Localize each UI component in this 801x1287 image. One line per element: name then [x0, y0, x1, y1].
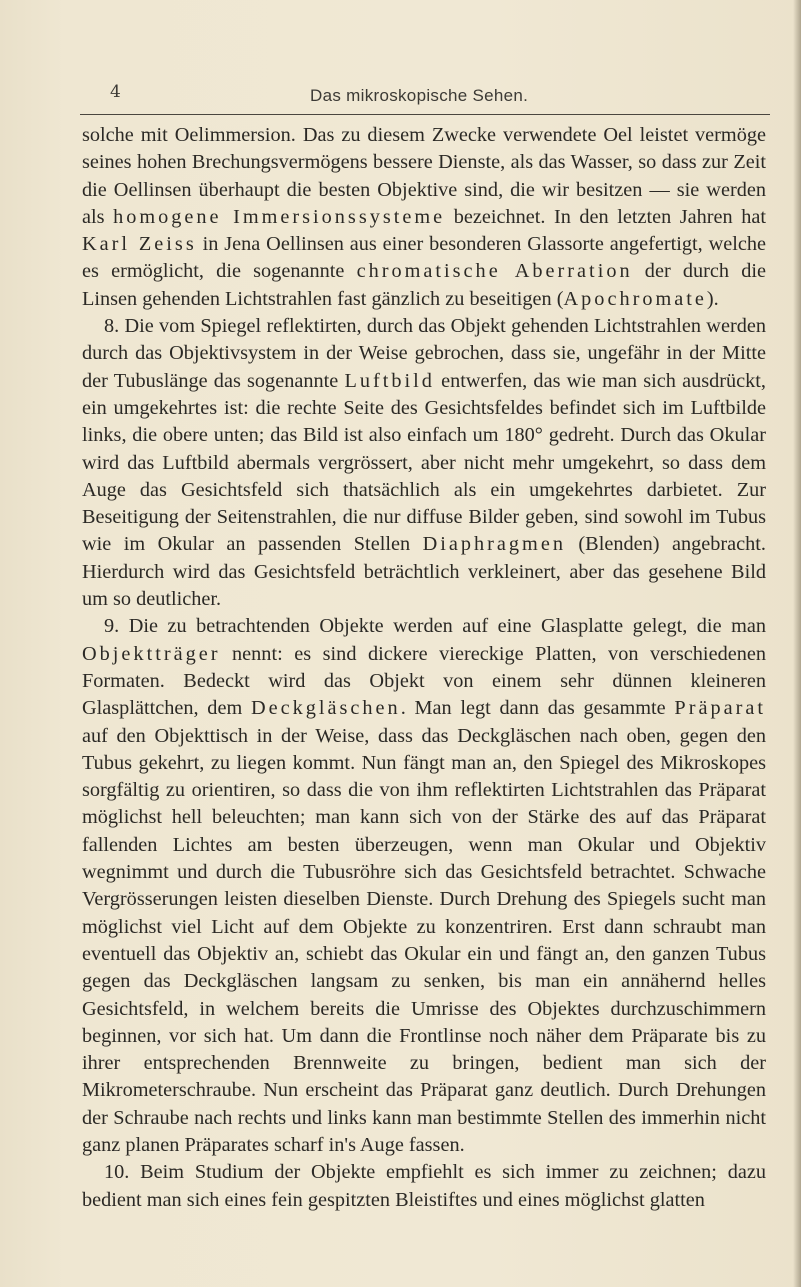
running-title: Das mikroskopische Sehen.: [310, 86, 529, 105]
paragraph: [82, 313, 766, 613]
spaced-term: Objektträger: [82, 642, 221, 665]
spaced-term: Apochromate: [563, 287, 707, 310]
text-run: 8. Die vom Spiegel reflektirten, durch das Objekt gehenden Lichtstrahlen werden durch das Objektivsystem in der Weise gebrochen, dass sie, ungefähr in der Mitte der Tubuslänge das sogenannte: [82, 315, 766, 392]
spaced-term: Karl Zeiss: [82, 233, 197, 256]
text-run: der durch die Linsen gehenden Lichtstrahlen fast gänzlich zu beseitigen (: [82, 260, 767, 310]
spaced-term: Diaphragmen: [422, 533, 566, 556]
spaced-term: chromatische Aberration: [356, 260, 633, 283]
text-run: bezeichnet. In den letzten Jahren hat: [445, 205, 766, 228]
spaced-term: Deckgläschen: [250, 697, 401, 720]
paragraph: [82, 122, 766, 313]
page-number: 4: [110, 82, 121, 102]
spaced-term: Präparat: [674, 697, 766, 720]
text-run: entwerfen, das wie man sich ausdrückt, ein umgekehrtes ist: die rechte Seite des Gesichtsfeldes befindet sich im Luftbilde links, die obere unten; das Bild ist also einfach um 180° gedreht. Durch das Okular wird das Luftbild abermals vergrössert, aber nicht mehr umgekehrt, so dass dem Auge das Gesichtsfeld sich thatsächlich als ein umgekehrtes darbietet. Zur Beseitigung der Seitenstrahlen, die nur diffuse Bilder geben, sind sowohl im Tubus wie im Okular an passenden Stellen: [82, 369, 766, 556]
spaced-term: Luftbild: [344, 369, 435, 392]
running-head: [80, 84, 770, 115]
text-run: . Man legt dann das gesammte: [400, 697, 675, 720]
text-run: ).: [706, 287, 719, 310]
text-run: solche mit Oelimmersion. Das zu diesem Zwecke verwendete Oel leistet vermöge seines hohen Brechungsvermögens bessere Dienste, als das Wasser, so dass zur Zeit die Oellinsen überhaupt die besten Objektive sind, die wir besitzen — sie werden als: [82, 124, 766, 228]
paragraph: [82, 1159, 766, 1214]
text-run: auf den Objekttisch in der Weise, dass das Deckgläschen nach oben, gegen den Tubus gekehrt, zu liegen kommt. Nun fängt man an, den Spiegel des Mikroskopes sorgfältig zu orientiren, so dass die von ihm reflektirten Lichtstrahlen das Präparat möglichst hell beleuchten; man kann sich von der Stärke des auf das Präparat fallenden Lichtes am besten überzeugen, wenn man Okular und Objektiv wegnimmt und durch die Tubusröhre sich das Gesichtsfeld betrachtet. Schwache Vergrösserungen leisten dieselben Dienste. Durch Drehung des Spiegels sucht man möglichst viel Licht auf dem Objekte zu konzentriren. Erst dann schraubt man eventuell das Objektiv an, schiebt das Okular ein und fängt an, den ganzen Tubus gegen das Deckgläschen langsam zu senken, bis man ein annähernd helles Gesichtsfeld, in welchem bereits die Umrisse des Objektes durchzuschimmern beginnen, vor sich hat. Um dann die Frontlinse noch näher dem Präparate bis zu ihrer entsprechenden Brennweite zu bringen, bedient man sich der Mikrometerschraube. Nun erscheint das Präparat ganz deutlich. Durch Drehungen der Schraube nach rechts und links kann man bestimmte Stellen des immerhin nicht ganz planen Präparates scharf in's Auge fassen.: [82, 724, 766, 1156]
body-text: [82, 122, 766, 1214]
text-run: (Blenden) angebracht. Hierdurch wird das Gesichtsfeld beträchtlich verkleinert, aber das gesehene Bild um so deutlicher.: [82, 533, 767, 611]
text-run: in Jena Oellinsen aus einer besonderen Glassorte angefertigt, welche es ermöglicht, die sogenannte: [82, 233, 766, 283]
page-edge-shadow: [793, 0, 801, 1287]
text-run: nennt: es sind dickere viereckige Platten, von verschiedenen Formaten. Bedeckt wird das Objekt von einem sehr dünnen kleineren Glasplättchen, dem: [82, 642, 766, 720]
paragraph: [82, 613, 766, 1159]
text-run: 10. Beim Studium der Objekte empfiehlt es sich immer zu zeichnen; dazu bedient man sich eines fein gespitzten Bleistiftes und eines möglichst glatten: [82, 1161, 766, 1211]
text-run: 9. Die zu betrachtenden Objekte werden auf eine Glasplatte gelegt, die man: [104, 615, 766, 638]
spaced-term: homogene Immersionssysteme: [113, 205, 446, 228]
